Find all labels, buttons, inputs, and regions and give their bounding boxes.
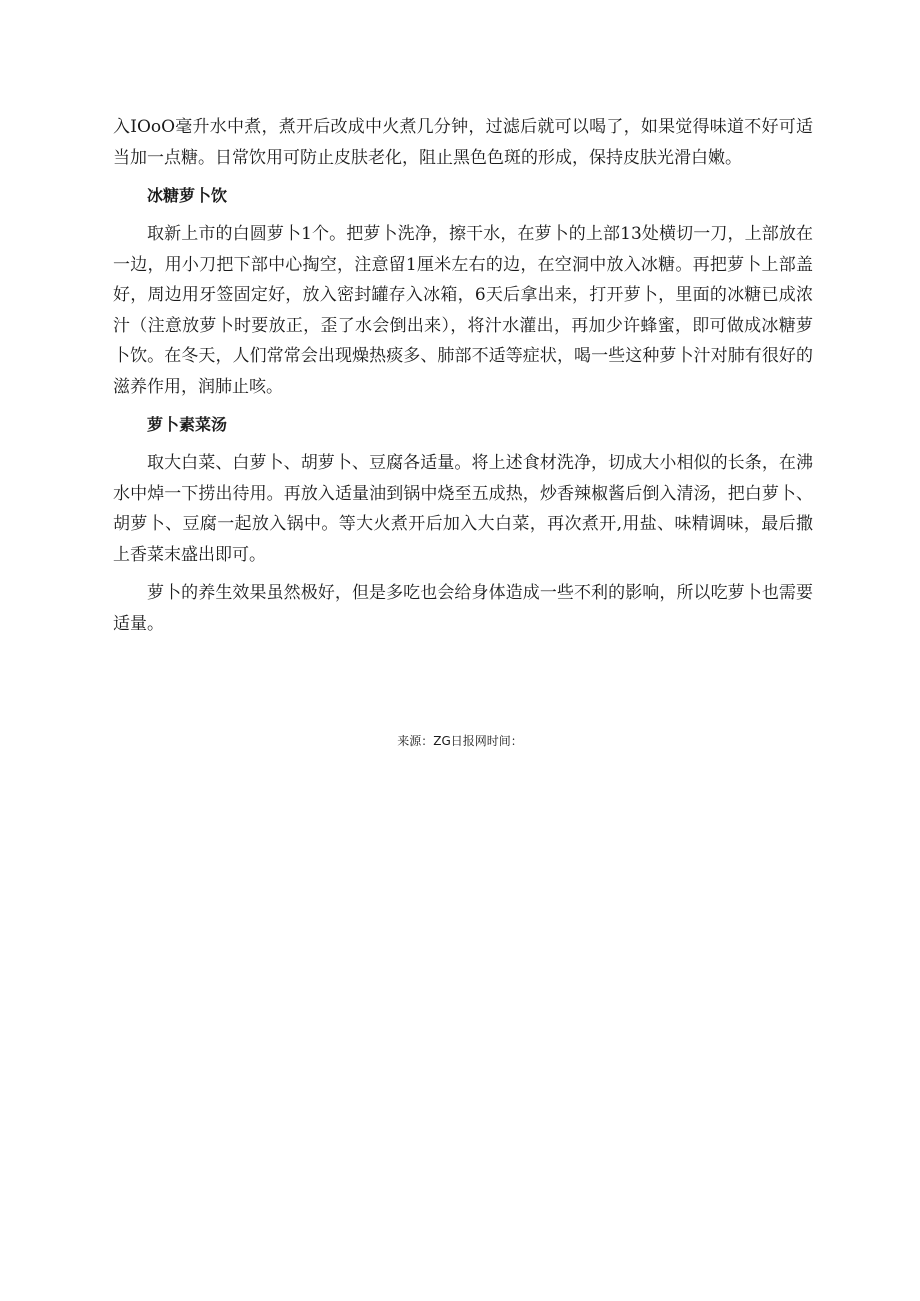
section-heading-radish-vegetable-soup: 萝卜素菜汤 [147,415,228,434]
article-body [113,112,813,639]
section-heading-rock-sugar-radish-drink: 冰糖萝卜饮 [147,186,228,205]
section-paragraph-radish-vegetable-soup: 取大白菜、白萝卜、胡萝卜、豆腐各适量。将上述食材洗净，切成大小相似的长条，在沸水中焯一下捞出待用。再放入适量油到锅中烧至五成热，炒香辣椒酱后倒入清汤，把白萝卜、胡萝卜、豆腐一起放入锅中。等大火煮开后加入大白菜，再次煮开,用盐、味精调味，最后撒上香菜末盛出即可。 [113,453,813,565]
section-paragraph-rock-sugar-radish-drink: 取新上市的白圆萝卜1个。把萝卜洗净，擦干水，在萝卜的上部13处横切一刀，上部放在一边，用小刀把下部中心掏空，注意留1厘米左右的边，在空洞中放入冰糖。再把萝卜上部盖好，周边用牙签固定好，放入密封罐存入冰箱，6天后拿出来，打开萝卜，里面的冰糖已成浓汁（注意放萝卜时要放正，歪了水会倒出来），将汁水灌出，再加少许蜂蜜，即可做成冰糖萝卜饮。在冬天，人们常常会出现燥热痰多、肺部不适等症状，喝一些这种萝卜汁对肺有很好的滋养作用，润肺止咳。 [113,224,813,397]
source-line: 来源：ZG日报网时间： [397,734,523,748]
paragraph-spacer [113,570,813,578]
conclusion-paragraph: 萝卜的养生效果虽然极好，但是多吃也会给身体造成一些不利的影响，所以吃萝卜也需要适量。 [113,583,813,634]
intro-continuation-paragraph: 入IOoO毫升水中煮，煮开后改成中火煮几分钟，过滤后就可以喝了，如果觉得味道不好可适当加一点糖。日常饮用可防止皮肤老化，阻止黑色色斑的形成，保持皮肤光滑白嫩。 [113,117,813,168]
